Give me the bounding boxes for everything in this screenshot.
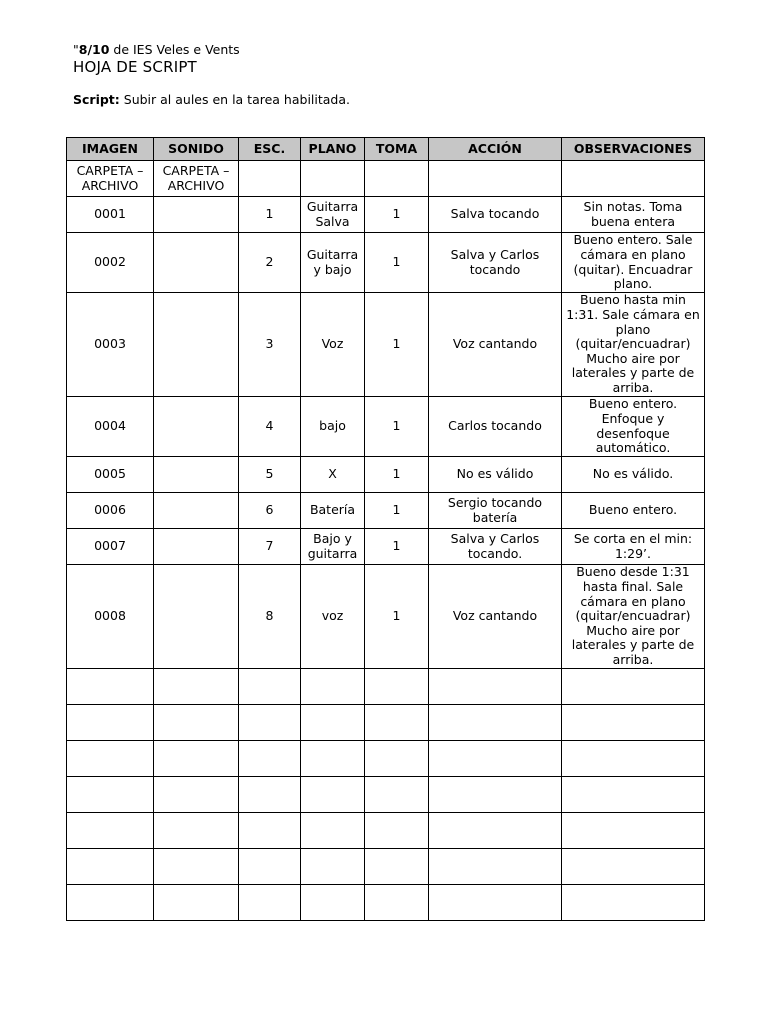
cell-plano: Batería	[301, 493, 365, 529]
cell-esc	[239, 777, 301, 813]
cell-sonido	[154, 493, 239, 529]
column-header-observaciones: OBSERVACIONES	[562, 138, 705, 161]
cell-plano: Bajo y guitarra	[301, 529, 365, 565]
cell-plano: X	[301, 457, 365, 493]
cell-imagen: 0001	[67, 197, 154, 233]
cell-imagen: 0002	[67, 233, 154, 293]
table-row	[67, 565, 705, 669]
cell-sonido	[154, 233, 239, 293]
quote-mark: "	[73, 42, 79, 57]
cell-observaciones: No es válido.	[562, 457, 705, 493]
cell-imagen: CARPETA – ARCHIVO	[67, 161, 154, 197]
cell-sonido	[154, 457, 239, 493]
cell-esc: 7	[239, 529, 301, 565]
cell-accion	[429, 777, 562, 813]
cell-toma: 1	[365, 233, 429, 293]
table-row	[67, 885, 705, 921]
cell-accion	[429, 705, 562, 741]
cell-accion: Sergio tocando batería	[429, 493, 562, 529]
cell-esc	[239, 669, 301, 705]
cell-observaciones: Bueno entero. Sale cámara en plano (quitar). Encuadrar plano.	[562, 233, 705, 293]
cell-accion: Salva y Carlos tocando.	[429, 529, 562, 565]
cell-toma	[365, 849, 429, 885]
cell-observaciones	[562, 777, 705, 813]
cell-accion: No es válido	[429, 457, 562, 493]
cell-accion: Carlos tocando	[429, 397, 562, 457]
cell-plano: bajo	[301, 397, 365, 457]
cell-sonido	[154, 777, 239, 813]
script-table	[66, 137, 705, 921]
cell-sonido	[154, 849, 239, 885]
cell-imagen	[67, 885, 154, 921]
cell-plano	[301, 741, 365, 777]
cell-sonido	[154, 293, 239, 397]
cell-observaciones	[562, 669, 705, 705]
cell-esc	[239, 813, 301, 849]
cell-toma	[365, 741, 429, 777]
cell-imagen	[67, 849, 154, 885]
cell-esc: 4	[239, 397, 301, 457]
cell-accion	[429, 669, 562, 705]
cell-imagen	[67, 705, 154, 741]
cell-toma	[365, 669, 429, 705]
cell-esc	[239, 885, 301, 921]
cell-accion	[429, 849, 562, 885]
column-header-imagen: IMAGEN	[67, 138, 154, 161]
column-header-accion: ACCIÓN	[429, 138, 562, 161]
cell-plano	[301, 161, 365, 197]
cell-imagen	[67, 741, 154, 777]
cell-accion	[429, 885, 562, 921]
cell-plano	[301, 813, 365, 849]
cell-sonido	[154, 397, 239, 457]
cell-observaciones	[562, 741, 705, 777]
cell-observaciones	[562, 849, 705, 885]
cell-accion	[429, 161, 562, 197]
cell-sonido	[154, 565, 239, 669]
table-row	[67, 529, 705, 565]
cell-esc	[239, 849, 301, 885]
score-suffix: de IES Veles e Vents	[109, 42, 240, 57]
cell-accion	[429, 741, 562, 777]
cell-toma: 1	[365, 397, 429, 457]
cell-imagen: 0006	[67, 493, 154, 529]
column-header-sonido: SONIDO	[154, 138, 239, 161]
cell-toma	[365, 705, 429, 741]
cell-toma: 1	[365, 493, 429, 529]
cell-toma	[365, 777, 429, 813]
table-row	[67, 397, 705, 457]
cell-toma: 1	[365, 529, 429, 565]
cell-toma: 1	[365, 293, 429, 397]
cell-toma: 1	[365, 197, 429, 233]
column-header-toma: TOMA	[365, 138, 429, 161]
table-row	[67, 457, 705, 493]
cell-accion: Salva y Carlos tocando	[429, 233, 562, 293]
cell-sonido	[154, 197, 239, 233]
cell-imagen	[67, 813, 154, 849]
cell-esc: 3	[239, 293, 301, 397]
cell-imagen: 0003	[67, 293, 154, 397]
script-text: Subir al aules en la tarea habilitada.	[119, 92, 350, 107]
cell-observaciones: Se corta en el min: 1:29’.	[562, 529, 705, 565]
cell-observaciones	[562, 813, 705, 849]
cell-esc	[239, 161, 301, 197]
cell-observaciones	[562, 161, 705, 197]
cell-observaciones: Bueno hasta min 1:31. Sale cámara en plano (quitar/encuadrar) Mucho aire por laterales y parte de arriba.	[562, 293, 705, 397]
cell-observaciones: Bueno desde 1:31 hasta final. Sale cámara en plano (quitar/encuadrar) Mucho aire por laterales y parte de arriba.	[562, 565, 705, 669]
cell-imagen	[67, 669, 154, 705]
cell-plano: Guitarra y bajo	[301, 233, 365, 293]
cell-accion: Voz cantando	[429, 293, 562, 397]
cell-accion: Voz cantando	[429, 565, 562, 669]
script-label: Script:	[73, 92, 120, 107]
score: 8/10	[78, 42, 110, 57]
cell-esc: 8	[239, 565, 301, 669]
table-row	[67, 741, 705, 777]
page-title: HOJA DE SCRIPT	[73, 58, 197, 76]
cell-imagen: 0007	[67, 529, 154, 565]
table-row	[67, 813, 705, 849]
cell-plano: voz	[301, 565, 365, 669]
column-header-esc: ESC.	[239, 138, 301, 161]
cell-toma	[365, 161, 429, 197]
table-row	[67, 161, 705, 197]
cell-observaciones	[562, 705, 705, 741]
cell-accion: Salva tocando	[429, 197, 562, 233]
cell-plano: Guitarra Salva	[301, 197, 365, 233]
cell-plano	[301, 849, 365, 885]
cell-sonido	[154, 885, 239, 921]
cell-sonido: CARPETA – ARCHIVO	[154, 161, 239, 197]
table-row	[67, 849, 705, 885]
table-row	[67, 705, 705, 741]
script-instruction	[73, 92, 350, 107]
cell-sonido	[154, 813, 239, 849]
cell-sonido	[154, 741, 239, 777]
cell-toma	[365, 885, 429, 921]
cell-toma	[365, 813, 429, 849]
cell-esc: 5	[239, 457, 301, 493]
score-line	[73, 42, 240, 57]
cell-accion	[429, 813, 562, 849]
cell-esc: 2	[239, 233, 301, 293]
table-row	[67, 777, 705, 813]
cell-imagen	[67, 777, 154, 813]
table-row	[67, 233, 705, 293]
cell-esc: 6	[239, 493, 301, 529]
table-header-row	[67, 138, 705, 161]
column-header-plano: PLANO	[301, 138, 365, 161]
cell-esc: 1	[239, 197, 301, 233]
cell-esc	[239, 705, 301, 741]
cell-observaciones: Bueno entero. Enfoque y desenfoque automático.	[562, 397, 705, 457]
table-row	[67, 493, 705, 529]
cell-plano: Voz	[301, 293, 365, 397]
cell-observaciones: Bueno entero.	[562, 493, 705, 529]
table-row	[67, 669, 705, 705]
cell-imagen: 0004	[67, 397, 154, 457]
cell-plano	[301, 777, 365, 813]
cell-esc	[239, 741, 301, 777]
cell-toma: 1	[365, 457, 429, 493]
table-row	[67, 197, 705, 233]
cell-plano	[301, 885, 365, 921]
cell-sonido	[154, 705, 239, 741]
table-row	[67, 293, 705, 397]
cell-plano	[301, 705, 365, 741]
cell-imagen: 0008	[67, 565, 154, 669]
cell-toma: 1	[365, 565, 429, 669]
cell-plano	[301, 669, 365, 705]
cell-observaciones: Sin notas. Toma buena entera	[562, 197, 705, 233]
cell-sonido	[154, 529, 239, 565]
cell-sonido	[154, 669, 239, 705]
cell-imagen: 0005	[67, 457, 154, 493]
cell-observaciones	[562, 885, 705, 921]
